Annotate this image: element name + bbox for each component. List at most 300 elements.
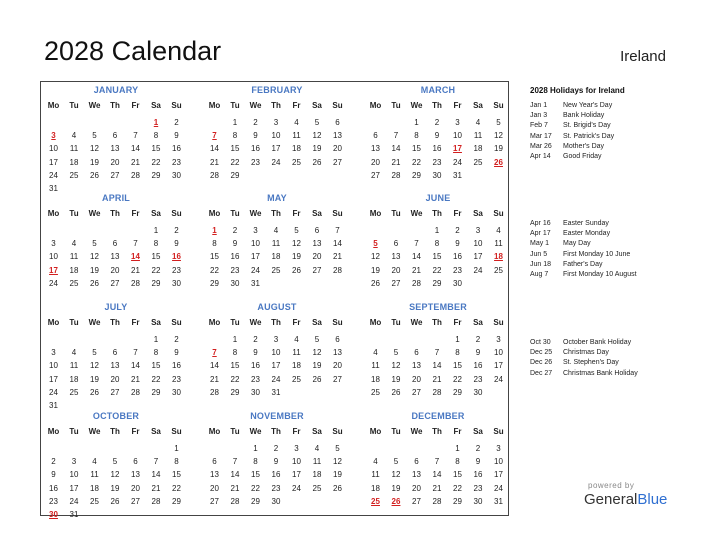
holiday-row [530,142,604,152]
day-number: 10 [49,361,58,371]
day-number: 31 [494,496,503,506]
day-number: 20 [131,483,140,493]
day-number: 4 [294,118,299,127]
weekday-header: Th [432,209,442,218]
day-number: 23 [251,374,260,384]
day-number: 19 [391,374,401,384]
day-number: 29 [453,496,462,506]
weekday-header: We [88,427,101,436]
day-number: 3 [253,226,258,235]
weekday-header: We [249,427,262,436]
holiday-name: St. Stephen's Day [563,359,619,367]
day-number: 12 [391,361,401,371]
holiday-date: Jun 18 [530,260,552,268]
weekday-header: Fr [453,427,462,436]
day-number: 30 [271,496,281,506]
day-number: 19 [90,374,99,384]
day-number: 8 [153,348,159,358]
weekday-header: Sa [151,209,161,218]
day-number: 5 [294,226,299,235]
day-number: 25 [90,496,99,506]
weekday-header: Sa [312,101,322,110]
day-number: 28 [432,387,442,397]
day-number: 4 [373,457,378,467]
weekday-header: Sa [473,427,483,436]
weekday-header: Su [332,318,343,327]
day-number: 18 [271,252,281,262]
day-number: 3 [294,444,299,453]
day-number: 19 [391,483,401,493]
holiday-date: Feb 7 [530,122,548,130]
day-number: 8 [212,239,217,249]
weekday-header: We [249,209,262,218]
day-number: 7 [153,457,159,467]
day-number: 17 [69,483,79,493]
day-number: 6 [393,239,399,249]
holiday-name: Bank Holiday [563,112,605,120]
day-number: 29 [432,278,442,288]
day-number: 24 [49,170,58,180]
holiday-row [530,121,611,131]
day-number: 10 [292,457,301,467]
weekday-header: Tu [230,318,240,327]
day-number: 26 [90,387,99,397]
weekday-header: Fr [131,209,140,218]
day-number: 16 [230,252,240,262]
holiday-row [530,348,609,358]
holiday-date: Oct 30 [530,339,551,346]
day-number: 20 [110,157,120,167]
day-number: 22 [453,483,462,493]
day-number: 7 [133,239,138,249]
day-number: 8 [232,131,238,141]
country-label: Ireland [620,48,666,65]
day-number: 22 [251,483,260,493]
holiday-day: 26 [391,496,401,506]
day-number: 8 [414,131,419,141]
day-number: 10 [69,470,79,480]
day-number: 9 [253,131,258,141]
weekday-header: Sa [473,101,483,110]
weekday-header: Tu [391,318,401,327]
day-number: 9 [455,239,460,249]
weekday-header: Fr [453,101,462,110]
weekday-header: Su [493,318,504,327]
day-number: 5 [314,118,320,127]
weekday-header: Su [493,101,504,110]
day-number: 31 [69,510,79,519]
day-number: 18 [90,483,99,493]
day-number: 6 [133,457,138,467]
holiday-name: First Monday 10 June [563,250,631,258]
day-number: 18 [69,374,79,384]
day-number: 12 [371,252,380,262]
day-number: 18 [312,470,322,480]
holiday-day: 14 [131,252,140,262]
day-number: 14 [412,252,421,262]
holiday-day: 16 [172,252,181,262]
day-number: 22 [432,265,442,275]
weekday-header: Sa [151,101,161,110]
day-number: 7 [434,457,440,467]
day-number: 15 [412,144,421,154]
day-number: 14 [432,361,442,371]
day-number: 17 [271,144,281,154]
day-number: 25 [69,278,79,288]
day-number: 4 [475,118,481,127]
day-number: 5 [92,131,97,141]
weekday-header: Th [271,209,281,218]
day-number: 25 [473,157,483,167]
holiday-row [530,219,609,229]
day-number: 5 [92,348,97,358]
day-number: 10 [49,144,58,154]
day-number: 19 [90,157,99,167]
holiday-name: St. Patrick's Day [563,132,615,140]
day-number: 28 [333,265,342,275]
weekday-header: Su [493,427,504,436]
holiday-row [530,111,604,121]
day-number: 22 [230,374,240,384]
day-number: 23 [230,265,240,275]
holiday-row [530,338,631,348]
day-number: 30 [251,387,260,397]
day-number: 18 [473,144,483,154]
day-number: 6 [112,239,118,249]
day-number: 2 [434,118,440,127]
brand-text-general: General [584,491,638,508]
day-number: 28 [230,496,240,506]
weekday-header: Tu [391,427,401,436]
day-number: 29 [453,387,462,397]
weekday-header: Sa [151,318,161,327]
holiday-date: Dec 27 [530,369,553,377]
weekday-header: Fr [453,209,462,218]
day-number: 9 [232,239,238,249]
day-number: 5 [393,457,399,467]
weekday-header: Tu [69,209,79,218]
holiday-row [530,260,602,270]
day-number: 30 [453,278,462,288]
holiday-name: Easter Monday [563,230,611,238]
day-number: 28 [210,387,219,397]
brand-logo [584,491,667,508]
weekday-header: Su [171,427,182,436]
holiday-date: Mar 26 [530,142,552,150]
day-number: 22 [151,265,161,275]
day-number: 15 [230,144,240,154]
day-number: 23 [473,483,483,493]
day-number: 9 [51,470,56,480]
weekday-header: Mo [208,209,221,218]
weekday-header: Mo [47,209,60,218]
holiday-date: Jun 5 [530,250,548,258]
day-number: 26 [292,265,301,275]
day-number: 16 [432,144,442,154]
day-number: 8 [455,348,460,358]
holiday-name: Christmas Bank Holiday [563,369,638,377]
day-number: 6 [212,457,217,467]
day-number: 19 [312,144,322,154]
day-number: 9 [475,457,481,467]
holiday-date: Jan 3 [530,112,548,120]
day-number: 29 [412,170,421,180]
holiday-day: 5 [373,239,378,249]
weekday-header: Th [271,427,281,436]
day-number: 11 [69,252,79,262]
day-number: 20 [210,483,219,493]
day-number: 11 [90,470,99,480]
day-number: 5 [112,457,118,467]
day-number: 4 [92,457,97,467]
day-number: 17 [292,470,301,480]
holiday-day: 7 [212,131,217,141]
day-number: 26 [371,278,380,288]
day-number: 25 [292,157,301,167]
day-number: 12 [391,470,401,480]
day-number: 22 [172,483,181,493]
day-number: 19 [312,361,322,371]
brand-text-blue: Blue [637,491,668,508]
weekday-header: Mo [47,427,60,436]
day-number: 20 [110,265,120,275]
day-number: 1 [153,226,159,235]
day-number: 30 [172,170,181,180]
day-number: 19 [292,252,301,262]
day-number: 25 [271,265,281,275]
holiday-row [530,101,612,111]
month-name: DECEMBER [411,411,465,421]
holiday-name: First Monday 10 August [563,271,637,278]
day-number: 5 [92,239,97,249]
day-number: 16 [271,470,281,480]
day-number: 5 [314,335,320,344]
day-number: 31 [271,387,281,397]
weekday-header: Mo [47,101,60,110]
weekday-header: Mo [369,101,382,110]
day-number: 28 [412,278,421,288]
day-number: 3 [71,457,77,467]
day-number: 17 [49,374,58,384]
day-number: 20 [312,252,322,262]
holiday-day: 26 [494,157,503,167]
day-number: 27 [371,170,380,180]
day-number: 30 [473,387,483,397]
day-number: 23 [49,496,58,506]
day-number: 24 [271,374,281,384]
day-number: 19 [333,470,342,480]
day-number: 8 [232,348,238,358]
holiday-date: Jan 1 [530,102,548,109]
day-number: 28 [131,278,140,288]
day-number: 1 [153,335,159,344]
day-number: 15 [151,252,161,262]
weekday-header: Th [271,318,281,327]
day-number: 9 [174,131,179,141]
day-number: 19 [90,265,99,275]
day-number: 29 [230,387,240,397]
holiday-date: Aug 7 [530,271,549,278]
holidays-title: 2028 Holidays for Ireland [530,86,625,95]
day-number: 8 [153,131,159,141]
day-number: 11 [69,361,79,371]
day-number: 4 [373,348,378,358]
day-number: 29 [210,278,219,288]
day-number: 24 [453,157,462,167]
day-number: 27 [110,387,120,397]
weekday-header: Fr [131,427,140,436]
day-number: 18 [292,144,301,154]
month-name: MAY [267,193,287,203]
weekday-header: Sa [151,427,161,436]
day-number: 10 [494,457,503,467]
day-number: 31 [251,278,260,288]
holiday-row [530,229,610,239]
holiday-date: May 1 [530,240,550,248]
day-number: 15 [210,252,219,262]
holiday-row [530,239,591,249]
holiday-day: 7 [212,348,217,358]
weekday-header: Sa [312,318,322,327]
day-number: 2 [273,444,279,453]
day-number: 2 [232,226,238,235]
month-name: FEBRUARY [251,85,303,95]
holiday-name: Mother's Day [563,142,605,150]
holiday-row [530,369,638,379]
weekday-header: Tu [391,209,401,218]
day-number: 2 [253,118,258,127]
day-number: 4 [71,239,77,249]
day-number: 20 [333,144,342,154]
day-number: 13 [110,361,120,371]
day-number: 12 [90,361,99,371]
day-number: 3 [51,239,56,249]
weekday-header: Th [110,209,120,218]
day-number: 24 [494,374,503,384]
day-number: 25 [69,387,79,397]
day-number: 22 [151,374,161,384]
day-number: 24 [271,157,281,167]
day-number: 13 [312,239,322,249]
day-number: 20 [110,374,120,384]
day-number: 13 [210,470,219,480]
day-number: 11 [371,361,380,371]
day-number: 12 [292,239,301,249]
day-number: 4 [71,348,77,358]
day-number: 22 [453,374,462,384]
day-number: 6 [335,118,340,127]
day-number: 16 [473,470,483,480]
day-number: 21 [151,483,161,493]
day-number: 13 [412,361,421,371]
day-number: 7 [335,226,340,235]
day-number: 30 [230,278,240,288]
day-number: 2 [253,335,258,344]
day-number: 27 [412,387,421,397]
day-number: 31 [49,184,58,193]
weekday-header: Fr [131,101,140,110]
day-number: 14 [151,470,161,480]
day-number: 4 [496,226,501,235]
holiday-name: Good Friday [563,153,602,160]
day-number: 13 [333,348,342,358]
day-number: 21 [131,157,140,167]
day-number: 11 [271,239,281,249]
day-number: 8 [174,457,179,467]
month-name: OCTOBER [92,411,140,421]
holiday-row [530,358,619,368]
day-number: 18 [292,361,301,371]
holiday-row [530,132,614,142]
weekday-header: Su [171,209,182,218]
weekday-header: Fr [292,427,301,436]
day-number: 14 [391,144,401,154]
day-number: 25 [494,265,503,275]
day-number: 27 [131,496,140,506]
day-number: 17 [494,361,503,371]
day-number: 13 [131,470,140,480]
weekday-header: Tu [69,427,79,436]
day-number: 21 [210,374,219,384]
day-number: 3 [273,335,279,344]
day-number: 10 [494,348,503,358]
day-number: 25 [292,374,301,384]
day-number: 24 [69,496,79,506]
day-number: 11 [473,131,483,141]
day-number: 7 [133,348,138,358]
day-number: 1 [455,335,460,344]
day-number: 2 [174,118,179,127]
day-number: 27 [391,278,401,288]
day-number: 25 [312,483,322,493]
day-number: 27 [210,496,219,506]
day-number: 15 [251,470,260,480]
day-number: 12 [494,131,503,141]
weekday-header: Mo [369,209,382,218]
day-number: 23 [172,157,181,167]
day-number: 16 [172,361,181,371]
day-number: 7 [232,457,238,467]
day-number: 23 [473,374,483,384]
day-number: 31 [49,401,58,410]
weekday-header: Th [432,318,442,327]
weekday-header: We [88,101,101,110]
day-number: 10 [271,131,281,141]
weekday-header: Th [110,427,120,436]
holiday-day: 18 [494,252,503,262]
day-number: 12 [90,144,99,154]
day-number: 20 [371,157,380,167]
day-number: 24 [251,265,260,275]
day-number: 1 [414,118,419,127]
holiday-date: Dec 26 [530,359,553,367]
day-number: 21 [210,157,219,167]
holiday-row [530,250,630,260]
day-number: 27 [110,278,120,288]
day-number: 14 [210,361,219,371]
day-number: 2 [174,226,179,235]
day-number: 5 [496,118,501,127]
day-number: 21 [131,265,140,275]
day-number: 7 [393,131,399,141]
day-number: 27 [110,170,120,180]
weekday-header: We [410,101,423,110]
day-number: 1 [174,444,179,453]
day-number: 3 [51,348,56,358]
day-number: 17 [271,361,281,371]
weekday-header: Sa [473,318,483,327]
day-number: 11 [69,144,79,154]
